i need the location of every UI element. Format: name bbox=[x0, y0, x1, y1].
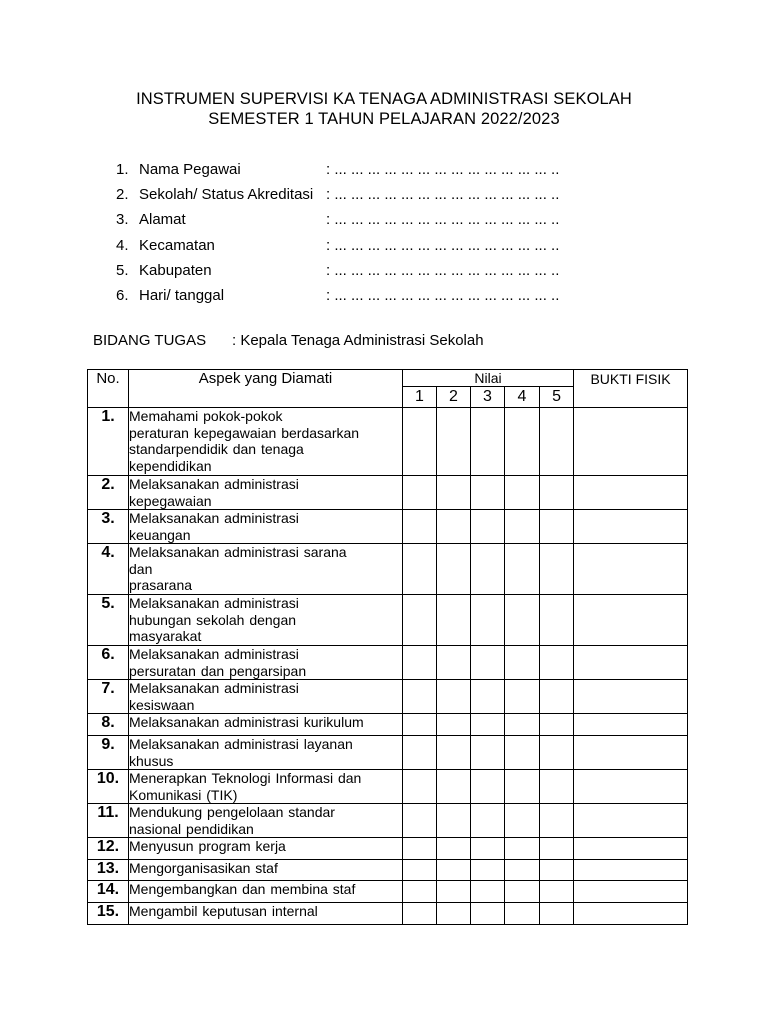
field-label: Kabupaten bbox=[139, 262, 212, 279]
nilai-cell-2[interactable] bbox=[437, 680, 471, 714]
table-row bbox=[88, 510, 688, 544]
nilai-cell-4[interactable] bbox=[505, 646, 540, 680]
aspek-cell bbox=[129, 476, 403, 510]
aspek-cell bbox=[129, 881, 403, 903]
row-number: 3. bbox=[88, 510, 129, 544]
nilai-cell-4[interactable] bbox=[505, 804, 540, 838]
bukti-fisik-cell[interactable] bbox=[574, 736, 688, 770]
nilai-cell-2[interactable] bbox=[437, 408, 471, 476]
table-row bbox=[88, 881, 688, 903]
nilai-scale-3: 3 bbox=[471, 387, 505, 408]
aspek-cell bbox=[129, 680, 403, 714]
aspek-line: Melaksanakan administrasi bbox=[129, 510, 299, 526]
aspek-line: Mengorganisasikan staf bbox=[129, 860, 278, 876]
nilai-cell-2[interactable] bbox=[437, 476, 471, 510]
bukti-fisik-cell[interactable] bbox=[574, 881, 688, 903]
field-number: 6. bbox=[116, 287, 129, 304]
nilai-cell-3[interactable] bbox=[471, 736, 505, 770]
row-number: 9. bbox=[88, 736, 129, 770]
title-line-1: INSTRUMEN SUPERVISI KA TENAGA ADMINISTRASI SEKOLAH bbox=[136, 90, 632, 108]
aspek-line: Mengembangkan dan membina staf bbox=[129, 881, 356, 897]
aspek-cell bbox=[129, 714, 403, 736]
aspek-cell bbox=[129, 860, 403, 881]
bukti-fisik-cell[interactable] bbox=[574, 804, 688, 838]
nilai-cell-1[interactable] bbox=[403, 595, 437, 646]
nilai-cell-1[interactable] bbox=[403, 881, 437, 903]
table-row bbox=[88, 408, 688, 476]
table-row bbox=[88, 680, 688, 714]
nilai-cell-5[interactable] bbox=[540, 510, 574, 544]
nilai-cell-2[interactable] bbox=[437, 714, 471, 736]
aspek-line: Melaksanakan administrasi kurikulum bbox=[129, 714, 364, 730]
nilai-cell-4[interactable] bbox=[505, 860, 540, 881]
table-row bbox=[88, 714, 688, 736]
nilai-cell-4[interactable] bbox=[505, 714, 540, 736]
nilai-cell-5[interactable] bbox=[540, 646, 574, 680]
nilai-cell-5[interactable] bbox=[540, 903, 574, 925]
nilai-cell-3[interactable] bbox=[471, 903, 505, 925]
nilai-cell-5[interactable] bbox=[540, 544, 574, 595]
nilai-cell-5[interactable] bbox=[540, 860, 574, 881]
nilai-cell-3[interactable] bbox=[471, 804, 505, 838]
aspek-line: dan bbox=[129, 560, 153, 577]
bukti-fisik-cell[interactable] bbox=[574, 408, 688, 476]
table-row bbox=[88, 544, 688, 595]
nilai-cell-3[interactable] bbox=[471, 770, 505, 804]
table-row bbox=[88, 595, 688, 646]
aspek-line: masyarakat bbox=[129, 628, 202, 644]
table-row bbox=[88, 838, 688, 860]
header-no: No. bbox=[88, 370, 129, 408]
nilai-scale-5: 5 bbox=[540, 387, 574, 408]
field-label: Hari/ tanggal bbox=[139, 287, 225, 304]
nilai-cell-4[interactable] bbox=[505, 770, 540, 804]
nilai-cell-2[interactable] bbox=[437, 646, 471, 680]
aspek-line: khusus bbox=[129, 752, 174, 769]
table-row bbox=[88, 804, 688, 838]
nilai-cell-5[interactable] bbox=[540, 770, 574, 804]
aspek-line: hubungan sekolah dengan bbox=[129, 611, 297, 628]
nilai-cell-3[interactable] bbox=[471, 838, 505, 860]
bukti-fisik-cell[interactable] bbox=[574, 903, 688, 925]
aspek-line: Komunikasi (TIK) bbox=[129, 786, 238, 803]
row-number: 15. bbox=[88, 903, 129, 925]
aspek-line: nasional pendidikan bbox=[129, 820, 254, 837]
nilai-cell-1[interactable] bbox=[403, 770, 437, 804]
title-line-2: SEMESTER 1 TAHUN PELAJARAN 2022/2023 bbox=[208, 110, 560, 128]
supervision-table bbox=[87, 369, 688, 925]
nilai-cell-2[interactable] bbox=[437, 881, 471, 903]
row-number: 7. bbox=[88, 680, 129, 714]
field-number: 1. bbox=[116, 161, 129, 178]
nilai-cell-4[interactable] bbox=[505, 595, 540, 646]
nilai-cell-2[interactable] bbox=[437, 510, 471, 544]
nilai-cell-1[interactable] bbox=[403, 476, 437, 510]
aspek-cell bbox=[129, 770, 403, 804]
aspek-line: Mendukung pengelolaan standar bbox=[129, 804, 335, 820]
nilai-cell-4[interactable] bbox=[505, 510, 540, 544]
table-row bbox=[88, 646, 688, 680]
bukti-fisik-cell[interactable] bbox=[574, 595, 688, 646]
nilai-scale-1: 1 bbox=[403, 387, 437, 408]
nilai-cell-3[interactable] bbox=[471, 881, 505, 903]
field-value: : ... ... ... ... ... ... ... ... ... ... ... ... ... .. bbox=[326, 211, 560, 228]
bukti-fisik-cell[interactable] bbox=[574, 680, 688, 714]
row-number: 11. bbox=[88, 804, 129, 838]
field-label: Nama Pegawai bbox=[139, 161, 241, 178]
aspek-line: Melaksanakan administrasi sarana bbox=[129, 544, 347, 560]
row-number: 5. bbox=[88, 595, 129, 646]
field-number: 5. bbox=[116, 262, 129, 279]
nilai-cell-2[interactable] bbox=[437, 770, 471, 804]
aspek-line: Melaksanakan administrasi bbox=[129, 476, 299, 492]
row-number: 13. bbox=[88, 860, 129, 881]
aspek-cell bbox=[129, 838, 403, 860]
nilai-cell-4[interactable] bbox=[505, 408, 540, 476]
nilai-cell-2[interactable] bbox=[437, 544, 471, 595]
nilai-cell-3[interactable] bbox=[471, 476, 505, 510]
bukti-fisik-cell[interactable] bbox=[574, 510, 688, 544]
row-number: 4. bbox=[88, 544, 129, 595]
field-label: Kecamatan bbox=[139, 237, 215, 254]
nilai-cell-5[interactable] bbox=[540, 408, 574, 476]
aspek-line: persuratan dan pengarsipan bbox=[129, 662, 307, 679]
nilai-cell-5[interactable] bbox=[540, 680, 574, 714]
nilai-cell-5[interactable] bbox=[540, 736, 574, 770]
nilai-cell-5[interactable] bbox=[540, 595, 574, 646]
nilai-cell-4[interactable] bbox=[505, 736, 540, 770]
nilai-cell-1[interactable] bbox=[403, 544, 437, 595]
aspek-line: keuangan bbox=[129, 526, 191, 543]
nilai-cell-1[interactable] bbox=[403, 646, 437, 680]
table-row bbox=[88, 860, 688, 881]
row-number: 8. bbox=[88, 714, 129, 736]
document-title bbox=[0, 89, 768, 129]
nilai-cell-5[interactable] bbox=[540, 881, 574, 903]
table-row bbox=[88, 903, 688, 925]
nilai-cell-5[interactable] bbox=[540, 838, 574, 860]
aspek-cell bbox=[129, 736, 403, 770]
nilai-cell-1[interactable] bbox=[403, 510, 437, 544]
nilai-cell-3[interactable] bbox=[471, 595, 505, 646]
bukti-fisik-cell[interactable] bbox=[574, 544, 688, 595]
bukti-fisik-cell[interactable] bbox=[574, 770, 688, 804]
aspek-line: kependidikan bbox=[129, 457, 212, 474]
aspek-line: Melaksanakan administrasi bbox=[129, 595, 299, 611]
row-number: 1. bbox=[88, 408, 129, 476]
table-row bbox=[88, 770, 688, 804]
header-nilai: Nilai bbox=[403, 370, 574, 387]
aspek-cell bbox=[129, 408, 403, 476]
nilai-cell-2[interactable] bbox=[437, 595, 471, 646]
aspek-line: Melaksanakan administrasi bbox=[129, 646, 299, 662]
aspek-line: Menerapkan Teknologi Informasi dan bbox=[129, 770, 362, 786]
nilai-cell-5[interactable] bbox=[540, 804, 574, 838]
row-number: 14. bbox=[88, 881, 129, 903]
aspek-cell bbox=[129, 595, 403, 646]
nilai-cell-3[interactable] bbox=[471, 680, 505, 714]
row-number: 2. bbox=[88, 476, 129, 510]
nilai-cell-4[interactable] bbox=[505, 544, 540, 595]
nilai-cell-2[interactable] bbox=[437, 838, 471, 860]
aspek-cell bbox=[129, 646, 403, 680]
field-value: : ... ... ... ... ... ... ... ... ... ... ... ... ... .. bbox=[326, 262, 560, 279]
table-row bbox=[88, 736, 688, 770]
nilai-cell-1[interactable] bbox=[403, 903, 437, 925]
aspek-cell bbox=[129, 804, 403, 838]
row-number: 12. bbox=[88, 838, 129, 860]
nilai-cell-1[interactable] bbox=[403, 860, 437, 881]
nilai-cell-3[interactable] bbox=[471, 510, 505, 544]
aspek-line: kesiswaan bbox=[129, 696, 195, 713]
nilai-cell-4[interactable] bbox=[505, 881, 540, 903]
aspek-cell bbox=[129, 903, 403, 925]
nilai-cell-1[interactable] bbox=[403, 408, 437, 476]
nilai-cell-5[interactable] bbox=[540, 476, 574, 510]
field-label: Alamat bbox=[139, 211, 186, 228]
bidang-tugas-label: BIDANG TUGAS bbox=[93, 332, 207, 349]
nilai-cell-3[interactable] bbox=[471, 544, 505, 595]
aspek-cell bbox=[129, 510, 403, 544]
bukti-fisik-cell[interactable] bbox=[574, 838, 688, 860]
nilai-cell-3[interactable] bbox=[471, 860, 505, 881]
row-number: 6. bbox=[88, 646, 129, 680]
field-number: 3. bbox=[116, 211, 129, 228]
field-value: : ... ... ... ... ... ... ... ... ... ... ... ... ... .. bbox=[326, 237, 560, 254]
aspek-line: Memahami pokok-pokok bbox=[129, 408, 283, 424]
nilai-cell-3[interactable] bbox=[471, 646, 505, 680]
nilai-cell-3[interactable] bbox=[471, 714, 505, 736]
bidang-tugas-value: : Kepala Tenaga Administrasi Sekolah bbox=[232, 332, 484, 349]
nilai-cell-4[interactable] bbox=[505, 838, 540, 860]
nilai-cell-2[interactable] bbox=[437, 860, 471, 881]
bukti-fisik-cell[interactable] bbox=[574, 860, 688, 881]
nilai-cell-1[interactable] bbox=[403, 838, 437, 860]
aspek-line: Melaksanakan administrasi bbox=[129, 680, 299, 696]
aspek-line: Melaksanakan administrasi layanan bbox=[129, 736, 353, 752]
bukti-fisik-cell[interactable] bbox=[574, 714, 688, 736]
aspek-line: prasarana bbox=[129, 577, 193, 593]
nilai-cell-1[interactable] bbox=[403, 680, 437, 714]
aspek-cell bbox=[129, 544, 403, 595]
bukti-fisik-cell[interactable] bbox=[574, 476, 688, 510]
aspek-line: kepegawaian bbox=[129, 492, 212, 509]
table-row bbox=[88, 476, 688, 510]
aspek-line: peraturan kepegawaian berdasarkan bbox=[129, 424, 360, 441]
row-number: 10. bbox=[88, 770, 129, 804]
field-number: 4. bbox=[116, 237, 129, 254]
nilai-cell-4[interactable] bbox=[505, 903, 540, 925]
nilai-cell-5[interactable] bbox=[540, 714, 574, 736]
field-label: Sekolah/ Status Akreditasi bbox=[139, 186, 314, 203]
nilai-cell-4[interactable] bbox=[505, 476, 540, 510]
field-value: : ... ... ... ... ... ... ... ... ... ... ... ... ... .. bbox=[326, 186, 560, 203]
nilai-cell-1[interactable] bbox=[403, 804, 437, 838]
header-bukti-fisik: BUKTI FISIK bbox=[574, 370, 688, 408]
aspek-line: Mengambil keputusan internal bbox=[129, 903, 318, 919]
field-number: 2. bbox=[116, 186, 129, 203]
nilai-cell-4[interactable] bbox=[505, 680, 540, 714]
nilai-cell-2[interactable] bbox=[437, 736, 471, 770]
bukti-fisik-cell[interactable] bbox=[574, 646, 688, 680]
header-aspek: Aspek yang Diamati bbox=[129, 370, 403, 408]
nilai-scale-2: 2 bbox=[437, 387, 471, 408]
nilai-cell-1[interactable] bbox=[403, 714, 437, 736]
nilai-cell-2[interactable] bbox=[437, 903, 471, 925]
nilai-cell-1[interactable] bbox=[403, 736, 437, 770]
aspek-line: standarpendidik dan tenaga bbox=[129, 441, 304, 457]
aspek-line: Menyusun program kerja bbox=[129, 838, 286, 854]
field-value: : ... ... ... ... ... ... ... ... ... ... ... ... ... .. bbox=[326, 287, 560, 304]
nilai-cell-3[interactable] bbox=[471, 408, 505, 476]
nilai-scale-4: 4 bbox=[505, 387, 540, 408]
nilai-cell-2[interactable] bbox=[437, 804, 471, 838]
field-value: : ... ... ... ... ... ... ... ... ... ... ... ... ... .. bbox=[326, 161, 560, 178]
